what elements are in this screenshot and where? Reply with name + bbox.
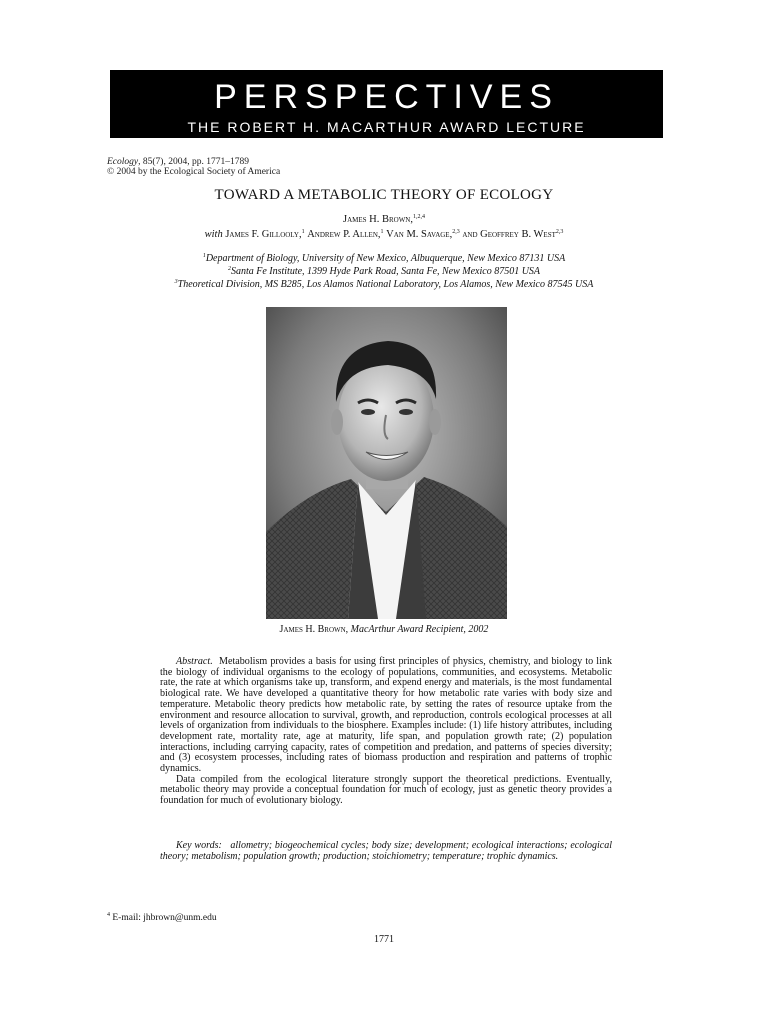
banner-subtitle: THE ROBERT H. MACARTHUR AWARD LECTURE <box>187 119 586 135</box>
copyright-line: © 2004 by the Ecological Society of America <box>107 167 281 177</box>
affiliation-3 <box>0 278 768 291</box>
affiliation-1-text: Department of Biology, University of New Mexico, Albuquerque, New Mexico 87131 USA <box>205 253 566 264</box>
keywords <box>160 841 612 862</box>
keywords-text: allometry; biogeochemical cycles; body size; development; ecological interactions; ecological theory; metabolism; population growth; production; stoichiometry; temperature; trophic dynamics. <box>160 840 613 862</box>
banner-title: PERSPECTIVES <box>214 78 559 116</box>
caption-role: MacArthur Award Recipient, 2002 <box>350 624 489 635</box>
author-3-sup: 2,3 <box>452 229 460 235</box>
affiliation-2-text: Santa Fe Institute, 1399 Hyde Park Road, Santa Fe, New Mexico 87501 USA <box>230 266 541 277</box>
affiliation-1 <box>0 252 768 265</box>
and-word: and <box>462 229 478 240</box>
author-2: Andrew P. Allen, <box>307 229 381 240</box>
abstract-paragraph-2: Data compiled from the ecological literature strongly support the theoretical predictions. Eventually, metabolic theory may provide a conceptual foundation for much of ecology, just as genetic theory provides a foundation for much of evolutionary biology. <box>160 773 612 807</box>
portrait-illustration <box>266 307 507 619</box>
page-number: 1771 <box>374 934 394 945</box>
abstract-heading: Abstract. <box>176 656 213 667</box>
journal-citation <box>107 157 280 177</box>
author-1: James F. Gillooly, <box>225 229 302 240</box>
abstract-text-1: Metabolism provides a basis for using first principles of physics, chemistry, and biology to link the biology of individual organisms to the ecology of populations, communities, and ecosystems. Metabolic rate, the rate at which organisms take up, transform, and expend energy and materials, is the most fundamental biological rate. We have developed a quantitative theory for how metabolic rate varies with body size and temperature. Metabolic theory predicts how metabolic rate, by setting the rates of resource uptake from the environment and resource allocation to survival, growth, and reproduction, controls ecological processes at all levels of organization from individuals to the biosphere. Examples include: (1) life history attributes, including development rate, mortality rate, age at maturity, life span, and population growth rate; (2) population interactions, including carrying capacity, rates of competition and predation, and patterns of species diversity; and (3) ecosystem processes, including rates of biomass production and respiration and patterns of trophic dynamics. <box>160 656 613 775</box>
affiliation-1-sup: 1 <box>202 253 206 259</box>
citation-details: , 85(7), 2004, pp. 1771–1789 <box>138 157 249 167</box>
keywords-label: Key words: <box>176 840 222 851</box>
affiliation-3-sup: 3 <box>174 279 178 285</box>
caption-name: James H. Brown, <box>279 624 349 635</box>
author-2-sup: 1 <box>380 229 384 235</box>
author-lead: James H. Brown, <box>342 214 413 225</box>
affiliation-3-text: Theoretical Division, MS B285, Los Alamos National Laboratory, Los Alamos, New Mexico 87545 USA <box>177 279 594 290</box>
footnote-sup: 4 <box>107 912 110 918</box>
paper-title: TOWARD A METABOLIC THEORY OF ECOLOGY <box>214 187 554 203</box>
abstract-paragraph-1 <box>160 657 612 775</box>
with-word: with <box>204 229 223 240</box>
journal-name: Ecology <box>107 157 139 167</box>
affiliation-2-sup: 2 <box>227 266 231 272</box>
author-list <box>0 212 768 242</box>
portrait-photo <box>266 307 507 619</box>
photo-caption <box>0 624 768 635</box>
footnote-email[interactable]: E-mail: jhbrown@unm.edu <box>112 913 217 923</box>
email-footnote <box>107 913 217 923</box>
author-lead-sup: 1,2,4 <box>413 214 425 220</box>
abstract <box>160 657 612 807</box>
author-4-sup: 2,3 <box>555 229 564 235</box>
affiliation-2 <box>0 265 768 278</box>
affiliations <box>0 252 768 291</box>
perspectives-banner <box>110 70 663 138</box>
author-4: Geoffrey B. West <box>480 229 556 240</box>
author-3: Van M. Savage, <box>386 229 453 240</box>
author-1-sup: 1 <box>301 229 305 235</box>
